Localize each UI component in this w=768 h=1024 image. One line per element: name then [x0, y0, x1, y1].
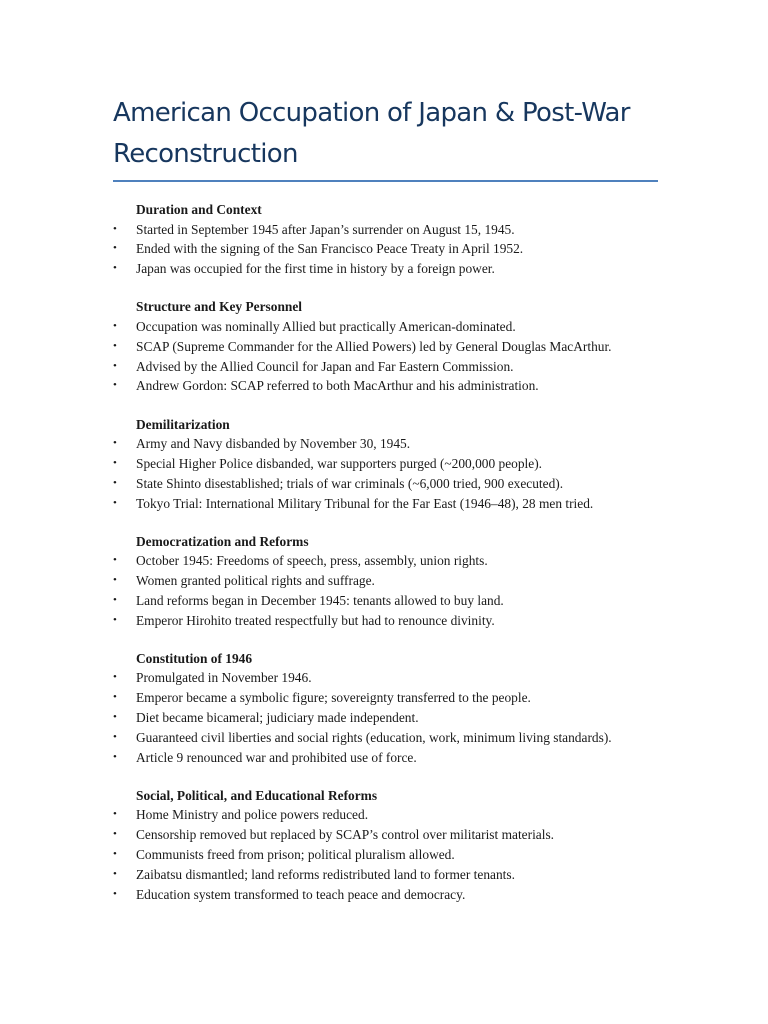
bullet-icon: • — [113, 887, 117, 900]
list-item — [113, 728, 673, 748]
list-item — [113, 688, 673, 708]
section-heading: Demilitarization — [136, 416, 230, 432]
list-item-text: Censorship removed but replaced by SCAP’s control over militarist materials. — [136, 827, 555, 843]
document-body — [113, 200, 673, 923]
list-item-text: State Shinto disestablished; trials of war criminals (~6,000 tried, 900 executed). — [136, 475, 564, 491]
section-demilitarization — [113, 415, 673, 514]
list-item-text: Tokyo Trial: International Military Tribunal for the Far East (1946–48), 28 men tried. — [136, 495, 594, 511]
section-social-political-educational-reforms — [113, 786, 673, 905]
list-item — [113, 220, 673, 240]
list-item — [113, 337, 673, 357]
bullet-icon: • — [113, 867, 117, 880]
bullet-icon: • — [113, 750, 117, 763]
list-item-text: Special Higher Police disbanded, war supporters purged (~200,000 people). — [136, 455, 543, 471]
bullet-icon: • — [113, 319, 117, 332]
list-item — [113, 551, 673, 571]
list-item — [113, 885, 673, 905]
list-item — [113, 611, 673, 631]
list-item-text: Started in September 1945 after Japan’s surrender on August 15, 1945. — [136, 221, 515, 237]
bullet-icon: • — [113, 671, 117, 684]
bullet-icon: • — [113, 262, 117, 275]
list-item — [113, 454, 673, 474]
section-constitution-of-1946 — [113, 649, 673, 768]
bullet-list — [113, 434, 673, 513]
list-item-text: Advised by the Allied Council for Japan and Far Eastern Commission. — [136, 358, 514, 374]
list-item — [113, 571, 673, 591]
list-item — [113, 591, 673, 611]
list-item-text: Promulgated in November 1946. — [136, 670, 312, 686]
bullet-icon: • — [113, 613, 117, 626]
list-item-text: Emperor became a symbolic figure; sovereignty transferred to the people. — [136, 690, 531, 706]
bullet-icon: • — [113, 242, 117, 255]
list-item-text: Home Ministry and police powers reduced. — [136, 807, 369, 823]
bullet-icon: • — [113, 476, 117, 489]
list-item — [113, 865, 673, 885]
bullet-icon: • — [113, 711, 117, 724]
section-structure-and-key-personnel — [113, 297, 673, 396]
list-item — [113, 376, 673, 396]
list-item-text: Land reforms began in December 1945: tenants allowed to buy land. — [136, 592, 504, 608]
list-item — [113, 317, 673, 337]
bullet-icon: • — [113, 691, 117, 704]
list-item-text: Army and Navy disbanded by November 30, 1945. — [136, 436, 411, 452]
bullet-icon: • — [113, 496, 117, 509]
bullet-icon: • — [113, 222, 117, 235]
section-duration-and-context — [113, 200, 673, 279]
bullet-list — [113, 668, 673, 767]
list-item-text: Andrew Gordon: SCAP referred to both MacArthur and his administration. — [136, 378, 539, 394]
bullet-icon: • — [113, 730, 117, 743]
bullet-icon: • — [113, 574, 117, 587]
title-underline-rule — [113, 180, 658, 182]
list-item — [113, 668, 673, 688]
bullet-icon: • — [113, 437, 117, 450]
list-item-text: Zaibatsu dismantled; land reforms redistributed land to former tenants. — [136, 866, 515, 882]
bullet-icon: • — [113, 828, 117, 841]
bullet-icon: • — [113, 848, 117, 861]
list-item-text: SCAP (Supreme Commander for the Allied Powers) led by General Douglas MacArthur. — [136, 338, 612, 354]
list-item-text: Occupation was nominally Allied but practically American-dominated. — [136, 318, 516, 334]
list-item — [113, 494, 673, 514]
bullet-icon: • — [113, 808, 117, 821]
bullet-list — [113, 220, 673, 279]
section-heading: Structure and Key Personnel — [136, 299, 303, 315]
list-item — [113, 474, 673, 494]
list-item — [113, 259, 673, 279]
list-item — [113, 708, 673, 728]
list-item — [113, 825, 673, 845]
bullet-list — [113, 317, 673, 396]
bullet-icon: • — [113, 554, 117, 567]
bullet-icon: • — [113, 359, 117, 372]
list-item — [113, 805, 673, 825]
section-heading: Constitution of 1946 — [136, 650, 253, 666]
list-item — [113, 748, 673, 768]
list-item-text: Communists freed from prison; political pluralism allowed. — [136, 847, 455, 863]
list-item-text: Japan was occupied for the first time in history by a foreign power. — [136, 261, 495, 277]
list-item-text: October 1945: Freedoms of speech, press, assembly, union rights. — [136, 553, 488, 569]
list-item-text: Guaranteed civil liberties and social rights (education, work, minimum living standards). — [136, 729, 612, 745]
list-item — [113, 434, 673, 454]
section-democratization-and-reforms — [113, 532, 673, 631]
bullet-icon: • — [113, 593, 117, 606]
bullet-icon: • — [113, 339, 117, 352]
section-heading: Democratization and Reforms — [136, 533, 309, 549]
list-item — [113, 239, 673, 259]
list-item — [113, 845, 673, 865]
document-title: American Occupation of Japan & Post-War Reconstruction — [113, 98, 630, 169]
section-heading: Social, Political, and Educational Reforms — [136, 787, 378, 803]
section-heading: Duration and Context — [136, 202, 262, 217]
bullet-list — [113, 805, 673, 904]
list-item-text: Women granted political rights and suffrage. — [136, 573, 375, 589]
list-item-text: Education system transformed to teach peace and democracy. — [136, 886, 466, 902]
bullet-icon: • — [113, 456, 117, 469]
list-item-text: Ended with the signing of the San Francisco Peace Treaty in April 1952. — [136, 241, 524, 257]
bullet-icon: • — [113, 379, 117, 392]
list-item-text: Emperor Hirohito treated respectfully but had to renounce divinity. — [136, 612, 495, 628]
list-item — [113, 357, 673, 377]
bullet-list — [113, 551, 673, 630]
list-item-text: Article 9 renounced war and prohibited use of force. — [136, 749, 417, 765]
list-item-text: Diet became bicameral; judiciary made independent. — [136, 710, 419, 726]
